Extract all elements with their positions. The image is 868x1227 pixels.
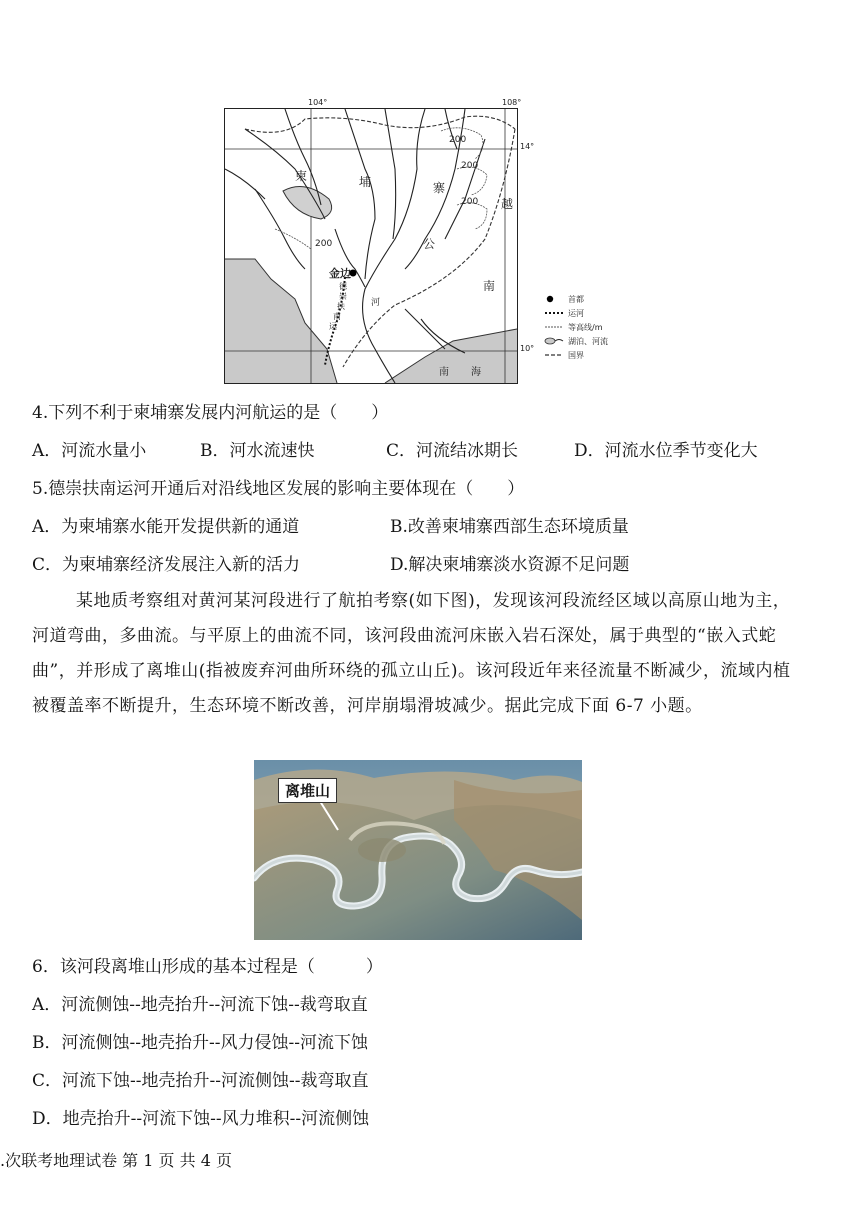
question-4-stem: 4.下列不利于柬埔寨发展内河航运的是（ ）: [32, 403, 389, 423]
canal-char: 南: [333, 312, 341, 321]
page-footer: .次联考地理试卷 第 1 页 共 4 页: [0, 1151, 232, 1170]
option-d[interactable]: D．河流水位季节变化大: [574, 441, 758, 461]
option-b[interactable]: B．河流侧蚀--地壳抬升--风力侵蚀--河流下蚀: [32, 1033, 368, 1053]
sea-char: 海: [471, 367, 481, 378]
legend-item: [544, 334, 634, 348]
lon-right-label: 108°: [502, 98, 522, 107]
country-char: 越: [501, 197, 514, 211]
lat-top-label: 14°: [520, 142, 535, 151]
map-char-gong: 公: [423, 237, 436, 251]
country-char: 埔: [359, 175, 372, 189]
legend-label: 首都: [568, 294, 584, 304]
option-d[interactable]: D．地壳抬升--河流下蚀--风力堆积--河流侧蚀: [32, 1109, 370, 1129]
legend-item: [544, 306, 634, 320]
legend-label: 等高线/m: [568, 322, 603, 332]
option-a[interactable]: A．河流侧蚀--地壳抬升--河流下蚀--裁弯取直: [32, 995, 368, 1015]
question-6-stem: 6．该河段离堆山形成的基本过程是（ ）: [32, 957, 383, 977]
legend-label: 湖泊、河流: [568, 336, 608, 346]
country-char: 寨: [433, 181, 446, 195]
country-char: 柬: [295, 169, 308, 183]
question-5-stem: 5.德崇扶南运河开通后对沿线地区发展的影响主要体现在（ ）: [32, 479, 525, 499]
canal-char: 运: [329, 322, 337, 331]
option-b[interactable]: B.改善柬埔寨西部生态环境质量: [390, 517, 629, 537]
canal-char: 扶: [337, 302, 345, 311]
canal-char: 河: [371, 298, 381, 308]
map-legend: [544, 292, 634, 362]
passage-text: 某地质考察组对黄河某河段进行了航拍考察(如下图)，发现该河段流经区域以高原山地为主，河道弯曲，多曲流。与平原上的曲流不同，该河段曲流河床嵌入岩石深处，属于典型的“嵌入式蛇曲”，并形成了离堆山(指被废弃河曲所环绕的孤立山丘)。该河段近年来径流量不断减少，流域内植被覆盖率不断提升，生态环境不断改善，河岸崩塌滑坡减少。据此完成下面 6-7 小题。: [32, 591, 791, 716]
contour-label: 200: [449, 135, 467, 145]
option-a[interactable]: A．河流水量小: [32, 441, 147, 461]
legend-item: [544, 320, 634, 334]
lon-left-label: 104°: [308, 98, 328, 107]
map-drawing: [225, 109, 517, 383]
option-a[interactable]: A．为柬埔寨水能开发提供新的通道: [32, 517, 300, 537]
legend-label: 国界: [568, 350, 584, 360]
option-c[interactable]: C．河流结冰期长: [386, 441, 519, 461]
contour-label: 200: [315, 239, 333, 249]
legend-label: 运河: [568, 308, 584, 318]
legend-item: [544, 348, 634, 362]
option-c[interactable]: C．为柬埔寨经济发展注入新的活力: [32, 555, 301, 575]
lat-bottom-label: 10°: [520, 344, 535, 353]
canal-char: 德: [339, 282, 347, 291]
photo-label: 离堆山: [278, 778, 337, 803]
contour-label: 200: [461, 197, 479, 207]
option-c[interactable]: C．河流下蚀--地壳抬升--河流侧蚀--裁弯取直: [32, 1071, 369, 1091]
option-b[interactable]: B．河水流速快: [200, 441, 315, 461]
sea-char: 南: [439, 367, 449, 378]
country-char: 南: [483, 279, 496, 293]
contour-label: 200: [461, 161, 479, 171]
legend-item: [544, 292, 634, 306]
capital-label: 金边: [329, 267, 351, 280]
option-d[interactable]: D.解决柬埔寨淡水资源不足问题: [390, 555, 630, 575]
canal-char: 崇: [339, 292, 347, 301]
cambodia-map: [224, 108, 518, 384]
